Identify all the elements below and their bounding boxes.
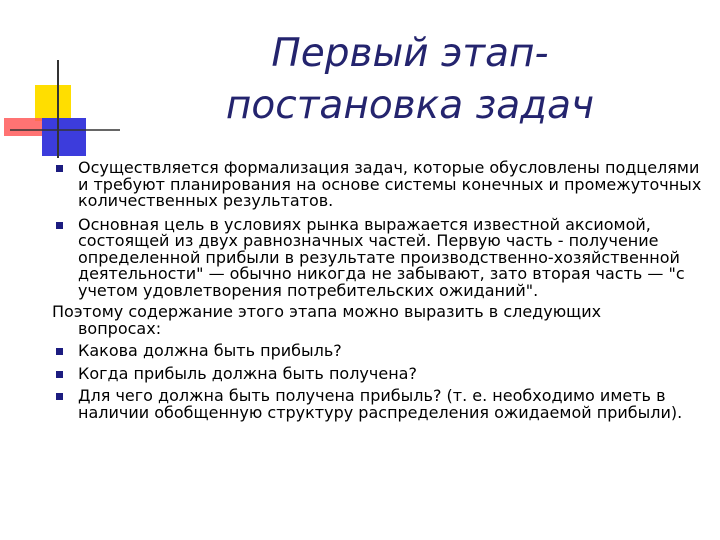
slide-content — [52, 160, 704, 421]
slide-title — [130, 28, 690, 132]
bullet-text: Осуществляется формализация задач, которые обусловлены подцелями и требуют планирования на основе системы конечных и промежуточных количественных результатов. — [78, 158, 702, 210]
bullet-item-main-goal — [52, 214, 704, 300]
decorative-squares — [0, 0, 140, 170]
square-bullet-icon — [56, 222, 63, 229]
title-line-2: постановка задач — [225, 83, 595, 128]
question-item-timing — [52, 363, 704, 383]
question-item-purpose — [52, 388, 704, 421]
paragraph-line-1: Поэтому содержание этого этапа можно выразить в следующих — [52, 302, 602, 321]
question-text: Для чего должна быть получена прибыль? (т. е. необходимо иметь в наличии обобщенную структуру распределения ожидаемой прибыли). — [78, 386, 683, 422]
bullet-item-formalization — [52, 160, 704, 210]
square-bullet-icon — [56, 371, 63, 378]
paragraph-line-2: вопросах: — [78, 318, 162, 338]
square-bullet-icon — [56, 393, 63, 400]
square-bullet-icon — [56, 165, 63, 172]
intro-paragraph — [52, 304, 704, 337]
question-text: Какова должна быть прибыль? — [78, 341, 342, 360]
square-bullet-icon — [56, 348, 63, 355]
bullet-text: Основная цель в условиях рынка выражается известной аксиомой, состоящей из двух равнозначных частей. Первую часть - получение определенной прибыли в результате производственно-хозяйственной деятельности" — обычно никогда не забывают, зато вторая часть — "с учетом удовлетворения потребительских ожиданий". — [78, 214, 685, 300]
question-item-amount — [52, 343, 704, 360]
question-text: Когда прибыль должна быть получена? — [78, 363, 417, 383]
title-line-1: Первый этап- — [271, 31, 549, 76]
yellow-square — [35, 85, 71, 121]
blue-square — [42, 118, 86, 156]
